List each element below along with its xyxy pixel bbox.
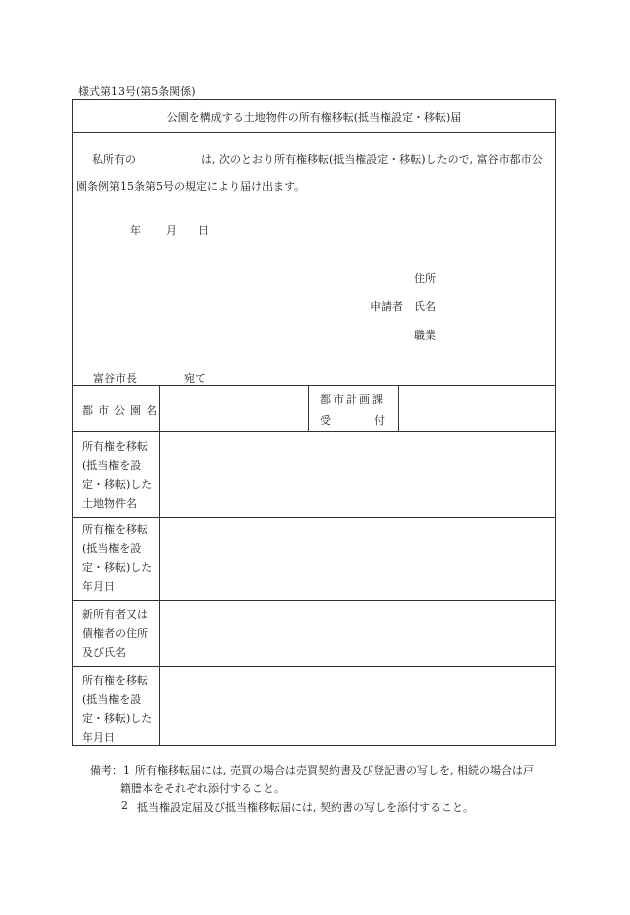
body-line1-suffix: は, 次のとおり所有権移転(抵当権設定・移転)したので, 富谷市都市公 bbox=[201, 153, 543, 166]
title-divider bbox=[73, 132, 555, 133]
label-line: 新所有者又は bbox=[82, 608, 148, 621]
label-column-line bbox=[159, 385, 160, 745]
applicant-address-label: 住所 bbox=[414, 272, 436, 285]
new-owner-label bbox=[82, 605, 148, 662]
note-2-number: 2 bbox=[121, 799, 128, 812]
row-divider-2 bbox=[73, 517, 555, 518]
transfer-property-value[interactable] bbox=[161, 433, 553, 515]
row-divider-3 bbox=[73, 600, 555, 601]
applicant-label: 申請者 bbox=[370, 300, 403, 313]
form-title: 公園を構成する土地物件の所有権移転(抵当権設定・移転)届 bbox=[166, 111, 462, 124]
dept-column-line-left bbox=[308, 385, 309, 431]
label-line: 及び氏名 bbox=[82, 646, 126, 659]
label-line: (抵当権を設 bbox=[82, 459, 142, 472]
applicant-occupation-label: 職業 bbox=[414, 329, 436, 342]
body-line1-prefix: 私所有の bbox=[92, 153, 136, 166]
label-line: (抵当権を設 bbox=[82, 693, 142, 706]
label-line: 定・移転)した bbox=[82, 478, 153, 491]
dept-column-line-right bbox=[398, 385, 399, 431]
note-1-line1: 所有権移転届には, 売買の場合は売買契約書及び登記書の写しを, 相続の場合は戸 bbox=[135, 764, 534, 777]
date-month: 月 bbox=[166, 224, 177, 237]
park-name-label: 都市公園名 bbox=[82, 404, 162, 417]
label-line: 土地物件名 bbox=[82, 497, 137, 510]
dept-label-line2a: 受 bbox=[320, 414, 331, 427]
form-number: 様式第13号(第5条関係) bbox=[78, 85, 196, 98]
row-divider-1 bbox=[73, 431, 555, 432]
transfer-date-value[interactable] bbox=[161, 519, 553, 598]
recipient-suffix: 宛て bbox=[184, 372, 206, 385]
note-1-line2: 籍謄本をそれぞれ添付すること。 bbox=[120, 782, 285, 795]
applicant-name-label: 氏名 bbox=[414, 300, 436, 313]
dept-label-line1: 都市計画課 bbox=[320, 393, 385, 406]
label-line: 定・移転)した bbox=[82, 561, 153, 574]
row-divider-4 bbox=[73, 666, 555, 667]
transfer-property-label bbox=[82, 437, 152, 513]
label-line: 年月日 bbox=[82, 580, 115, 593]
notes-label: 備考：1 bbox=[90, 764, 130, 777]
recipient-name: 富谷市長 bbox=[93, 372, 137, 385]
notification-form bbox=[72, 99, 556, 746]
new-owner-value[interactable] bbox=[161, 602, 553, 664]
transfer-date-label bbox=[82, 520, 152, 596]
note-2-text: 抵当権設定届及び抵当権移転届には, 契約書の写しを添付すること。 bbox=[137, 801, 474, 814]
label-line: 所有権を移転 bbox=[82, 523, 148, 536]
dept-label-line2b: 付 bbox=[374, 414, 385, 427]
table-top-line bbox=[73, 385, 555, 386]
date-year: 年 bbox=[130, 224, 141, 237]
label-line: 定・移転)した bbox=[82, 712, 153, 725]
label-line: 年月日 bbox=[82, 731, 115, 744]
body-line2: 園条例第15条第5号の規定により届け出ます。 bbox=[76, 180, 306, 193]
label-line: 債権者の住所 bbox=[82, 627, 148, 640]
date-day: 日 bbox=[198, 224, 209, 237]
label-line: 所有権を移転 bbox=[82, 440, 148, 453]
label-line: 所有権を移転 bbox=[82, 674, 148, 687]
label-line: (抵当権を設 bbox=[82, 542, 142, 555]
transfer-date-value-2[interactable] bbox=[161, 668, 553, 744]
transfer-date-label-2 bbox=[82, 671, 152, 747]
